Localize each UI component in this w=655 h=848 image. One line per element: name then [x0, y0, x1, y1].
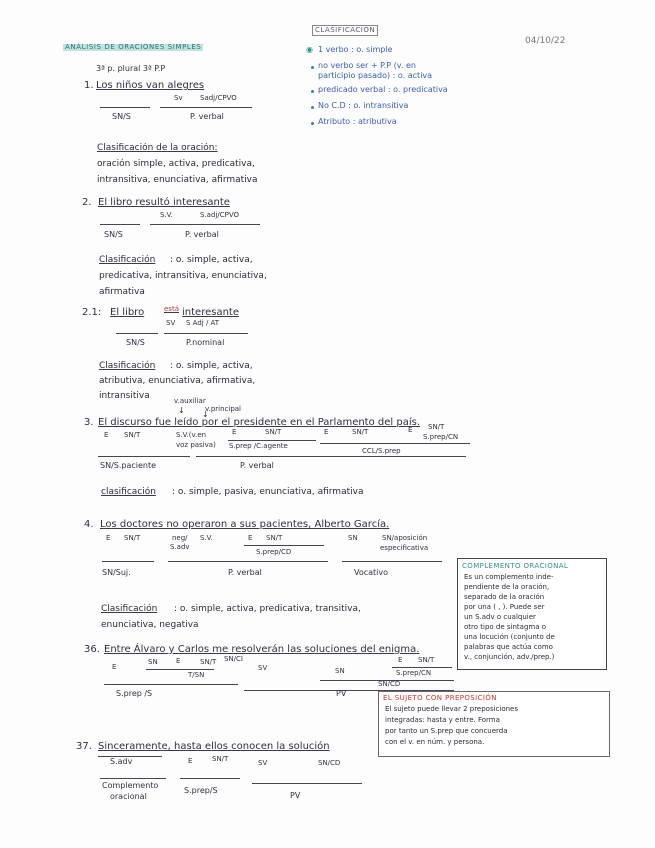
s36-e3: E	[398, 656, 403, 664]
s2-clas-title: Clasificación	[99, 255, 156, 265]
s4-espec: especificativa	[380, 544, 429, 552]
s1-clas-title: Clasificación de la oración:	[97, 143, 218, 153]
s3-e4: E	[408, 426, 413, 434]
s21-sentence-a: El libro	[110, 307, 145, 318]
s3-e2: E	[232, 428, 237, 436]
s4-e2: E	[248, 534, 253, 542]
s36-e2: E	[176, 657, 181, 665]
s3-sn: SN/S.paciente	[100, 461, 157, 470]
note2-title: EL SUJETO CON PREPOSICIÓN	[383, 694, 497, 702]
s2-sentence: El libro resultó interesante	[98, 197, 230, 208]
s3-label: 3.	[84, 417, 94, 428]
s3-e1: E	[104, 431, 109, 439]
note1-title: COMPLEMENTO ORACIONAL	[462, 562, 569, 570]
note2-line: con el v. en núm. y persona.	[385, 738, 485, 746]
arrow-down-icon: ↓	[202, 410, 209, 419]
s4-neg: neg/	[172, 534, 188, 542]
s3-clas-1: : o. simple, pasiva, enunciativa, afirmativa	[172, 487, 364, 497]
s2-clas-3: afirmativa	[99, 287, 145, 297]
s36-e1: E	[112, 663, 117, 671]
s4-pv: P. verbal	[228, 568, 262, 577]
s21-clas-2: atributiva, enunciativa, afirmativa,	[99, 376, 256, 386]
rule-2: no verbo ser + P.P (v. en	[318, 61, 416, 70]
s4-snsuj: SN/Suj.	[102, 568, 131, 577]
s3-principal: v.principal	[205, 405, 241, 413]
s37-sentence: Sinceramente, hasta ellos conocen la solución	[98, 741, 330, 752]
s1-sn: SN/S	[112, 112, 131, 121]
s1-label: 1.	[84, 80, 94, 91]
note1-line: por una ( , ). Puede ser	[464, 603, 545, 611]
s2-sadj: S.adj/CPVO	[200, 211, 239, 219]
page-title: ANÁLISIS DE ORACIONES SIMPLES	[65, 43, 202, 51]
s3-sentence: El discurso fue leído por el presidente en el Parlamento del país.	[98, 417, 420, 428]
s3-snt4: SN/T	[428, 423, 445, 431]
s21-clas-1: : o. simple, activa,	[170, 361, 253, 371]
s3-sprepcn: S.prep/CN	[423, 433, 459, 441]
s21-pn: P.nominal	[186, 338, 225, 347]
s2-label: 2.	[82, 197, 92, 208]
s36-snt: SN/T	[200, 658, 217, 666]
note2-line: por tanto un S.prep que concuerda	[385, 727, 508, 735]
date: 04/10/22	[525, 36, 566, 46]
s3-sprep: S.prep /C.agente	[229, 442, 288, 450]
s4-clas-1: : o. simple, activa, predicativa, transitiva,	[174, 604, 361, 614]
s3-snt1: SN/T	[124, 431, 141, 439]
s4-clas-title: Clasificación	[101, 604, 158, 614]
s3-ccl: CCL/S.prep	[362, 447, 401, 455]
rule-3: predicado verbal : o. predicativa	[318, 85, 448, 94]
s36-sn2: SN	[335, 667, 345, 675]
s3-svv: S.V.(v.en	[176, 431, 207, 439]
s1-sadj: Sadj/CPVO	[200, 94, 237, 102]
s4-voc: Vocativo	[354, 568, 389, 577]
s1-numbers: 3ª p. plural 3ª P.P	[96, 64, 166, 73]
s21-clas-3: intransitiva	[99, 391, 150, 401]
s2-clas-1: : o. simple, activa,	[170, 255, 253, 265]
rule-5: Atributo : atributiva	[318, 117, 397, 126]
note1-line: palabras que actúa como	[464, 643, 553, 651]
s1-clas-2: intransitiva, enunciativa, afirmativa	[97, 175, 258, 185]
s4-sentence: Los doctores no operaron a sus pacientes, Alberto García.	[100, 519, 390, 530]
note2-line: El sujeto puede llevar 2 preposiciones	[385, 705, 519, 713]
s2-sv: S.V.	[160, 211, 173, 219]
s21-sadj: S Adj / AT	[186, 319, 220, 327]
s37-sv: SV	[258, 759, 268, 767]
s36-sv: SV	[258, 664, 268, 672]
note1-line: Es un complemento inde-	[464, 573, 554, 581]
s4-clas-2: enunciativa, negativa	[101, 620, 199, 630]
rule-4: No C.D : o. intransitiva	[318, 101, 409, 110]
s4-snt1: SN/T	[124, 534, 141, 542]
s36-sprep: S.prep /S	[116, 689, 153, 698]
bullet	[311, 106, 314, 109]
s37-comp1: Complemento	[102, 781, 159, 790]
s3-voz: voz pasiva)	[176, 441, 216, 449]
note1-line: pendiente de la oración,	[464, 583, 550, 591]
s3-aux: v.auxiliar	[174, 397, 206, 405]
note1-line: v., conjunción, adv./prep.)	[464, 653, 555, 661]
bullet	[311, 122, 314, 125]
s37-pv: PV	[290, 791, 301, 800]
s4-snt2: SN/T	[266, 534, 283, 542]
clasificacion-label: CLASIFICACIÓN	[312, 25, 378, 36]
s36-sentence: Entre Álvaro y Carlos me resolverán las soluciones del enigma.	[104, 644, 420, 655]
s36-label: 36.	[84, 644, 100, 655]
bullet	[311, 90, 314, 93]
complemento-oracional-note	[457, 558, 607, 670]
s37-comp2: oracional	[110, 792, 147, 801]
s37-sncd: SN/CD	[318, 759, 341, 767]
s4-apos: SN/aposición	[382, 534, 428, 542]
rule-2b: participio pasado) : o. activa	[318, 71, 433, 80]
s3-snt2: SN/T	[265, 428, 282, 436]
s1-sentence: Los niños van alegres	[96, 80, 205, 91]
s21-sn: SN/S	[126, 338, 145, 347]
s4-e1: E	[106, 534, 111, 542]
arrow-down-icon: ↓	[178, 406, 185, 415]
s2-sn: SN/S	[104, 230, 123, 239]
note1-line: separado de la oración	[464, 593, 545, 601]
s37-sadv: S.adv	[110, 757, 133, 766]
s36-sn1: SN	[148, 658, 158, 666]
s1-clas-1: oración simple, activa, predicativa,	[97, 159, 255, 169]
s3-e3: E	[324, 428, 329, 436]
bullet	[311, 66, 314, 69]
s2-pv: P. verbal	[185, 230, 219, 239]
s21-sv: SV	[166, 319, 176, 327]
s21-label: 2.1:	[82, 307, 102, 318]
s1-pv: P. verbal	[190, 112, 224, 121]
note1-line: otro tipo de sintagma o	[464, 623, 546, 631]
s21-sentence-b: interesante	[182, 307, 239, 318]
s37-sprep: S.prep/S	[184, 786, 218, 795]
rule-1: 1 verbo : o. simple	[318, 45, 393, 54]
s4-sprepcd: S.prep/CD	[256, 548, 292, 556]
s36-sprepcn: S.prep/CN	[396, 669, 432, 677]
s36-tsn: T/SN	[188, 671, 205, 679]
rule-1-marker: ◉	[306, 45, 313, 54]
s37-snt: SN/T	[212, 755, 229, 763]
note1-line: una locución (conjunto de	[464, 633, 555, 641]
s3-clas-title: clasificación	[101, 487, 156, 497]
s36-snci: SN/CI	[224, 655, 243, 663]
note2-line: integradas: hasta y entre. Forma	[385, 716, 500, 724]
s36-snt2: SN/T	[418, 656, 435, 664]
s37-label: 37.	[76, 741, 92, 752]
s1-sv: Sv	[174, 94, 183, 102]
note1-line: un S.adv o cualquier	[464, 613, 536, 621]
sujeto-preposicion-note	[378, 691, 610, 757]
s36-sncd: SN/CD	[378, 680, 401, 688]
s3-pv: P. verbal	[240, 461, 274, 470]
s2-clas-2: predicativa, intransitiva, enunciativa,	[99, 271, 267, 281]
s4-sn: SN	[348, 534, 358, 542]
s4-label: 4.	[84, 519, 94, 530]
s36-pv: PV	[336, 689, 347, 698]
s3-snt3: SN/T	[352, 428, 369, 436]
s4-sadv: S.adv	[170, 543, 190, 551]
s4-sv: S.V.	[200, 534, 213, 542]
s21-clas-title: Clasificación	[99, 361, 156, 371]
s21-verb: está	[164, 305, 179, 313]
s37-e: E	[188, 757, 193, 765]
